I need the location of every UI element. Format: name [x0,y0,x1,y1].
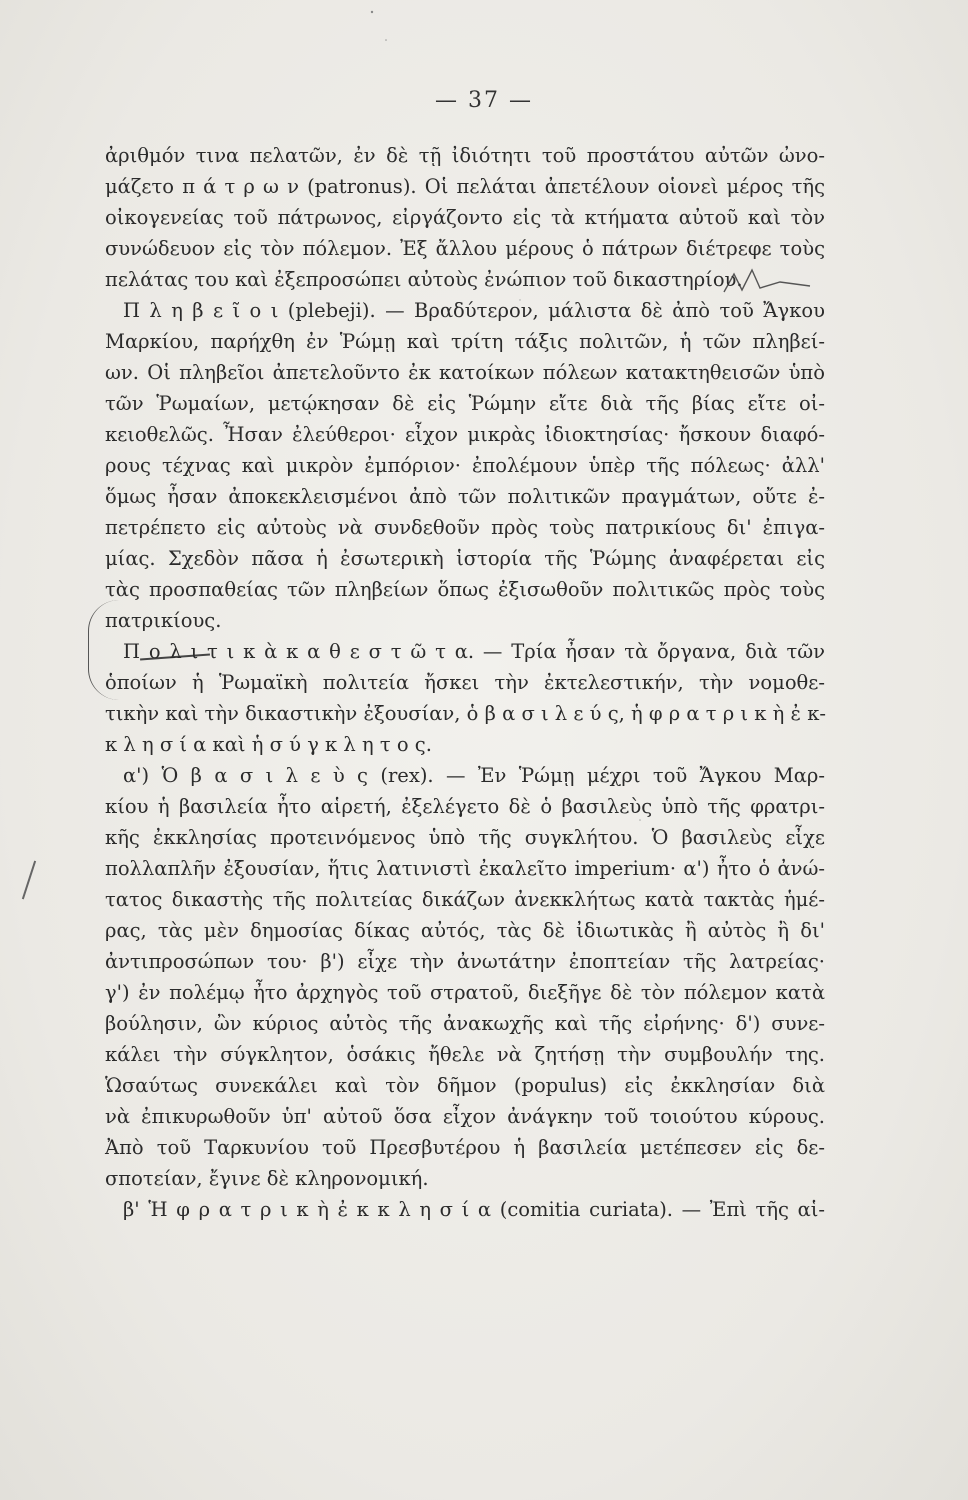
text-line: γ') ἐν πολέμῳ ἦτο ἀρχηγὸς τοῦ στρατοῦ, διεξῆγε δὲ τὸν πόλεμον κατὰ [105,981,825,1004]
text-line: κῆς ἐκκλησίας προτεινόμενος ὑπὸ τῆς συγκλήτου. Ὁ βασιλεὺς εἶχε [105,826,825,849]
text-line: κ λ η σ ί α καὶ ἡ σ ύ γ κ λ η τ ο ς. [105,733,432,756]
page-number: — 37 — [435,88,533,113]
text-line: τῶν Ῥωμαίων, μετῴκησαν δὲ εἰς Ῥώμην εἴτε διὰ τῆς βίας εἴτε οἰ- [105,392,825,415]
text-line: πετρέπετο εἰς αὐτοὺς νὰ συνδεθοῦν πρὸς τοὺς πατρικίους δι' ἐπιγα- [105,516,825,539]
text-line: τατος δικαστὴς τῆς πολιτείας δικάζων ἀνεκκλήτως κατὰ τακτὰς ἡμέ- [105,888,825,911]
text-line: ἀριθμόν τινα πελατῶν, ἐν δὲ τῇ ἰδιότητι τοῦ προστάτου αὐτῶν ὠνο- [105,144,825,167]
text-line: νὰ ἐπικυρωθοῦν ὑπ' αὐτοῦ ὅσα εἶχον ἀνάγκην τοῦ τοιούτου κύρους. [105,1105,825,1128]
text-line: Μαρκίου, παρήχθη ἐν Ῥώμῃ καὶ τρίτη τάξις πολιτῶν, ἡ τῶν πληβεί- [105,330,825,353]
text-line: ὅμως ἦσαν ἀποκεκλεισμένοι ἀπὸ τῶν πολιτικῶν πραγμάτων, οὔτε ἐ- [105,485,825,508]
text-line: πολλαπλῆν ἐξουσίαν, ἥτις λατινιστὶ ἐκαλεῖτο imperium· α') ἦτο ὁ ἀνώ- [105,857,825,880]
text-line: οἰκογενείας τοῦ πάτρωνος, εἰργάζοντο εἰς τὰ κτήματα αὐτοῦ καὶ τὸν [105,206,825,229]
text-line: συνώδευον εἰς τὸν πόλεμον. Ἐξ ἄλλου μέρους ὁ πάτρων διέτρεφε τοὺς [105,237,825,260]
body-text [105,140,825,1225]
text-line: τικὴν καὶ τὴν δικαστικὴν ἐξουσίαν, ὁ β α σ ι λ ε ύ ς, ἡ φ ρ α τ ρ ι κ ὴ ἐ κ- [105,702,826,725]
text-line: ων. Οἱ πληβεῖοι ἀπετελοῦντο ἐκ κατοίκων πόλεων κατακτηθεισῶν ὑπὸ [105,361,825,384]
text-line: μίας. Σχεδὸν πᾶσα ἡ ἐσωτερικὴ ἱστορία τῆς Ῥώμης ἀναφέρεται εἰς [105,547,825,570]
text-line: πελάτας του καὶ ἐξεπροσώπει αὐτοὺς ἐνώπιον τοῦ δικαστηρίου. [105,268,743,291]
text-line: ὁποίων ἡ Ῥωμαϊκὴ πολιτεία ἤσκει τὴν ἐκτελεστικήν, τὴν νομοθε- [105,671,825,694]
text-line: Ὡσαύτως συνεκάλει καὶ τὸν δῆμον (populus) εἰς ἐκκλησίαν διὰ [105,1074,825,1097]
section-heading-line: Π λ η β ε ῖ ο ι (plebeji). — Βραδύτερον, μάλιστα δὲ ἀπὸ τοῦ Ἄγκου [123,299,825,322]
text-line: ρους τέχνας καὶ μικρὸν ἐμπόριον· ἐπολέμουν ὑπὲρ τῆς πόλεως· ἀλλ' [105,454,825,477]
text-line: βούλησιν, ὢν κύριος αὐτὸς τῆς ἀνακωχῆς καὶ τῆς εἰρήνης· δ') συνε- [105,1012,825,1035]
text-line: σποτείαν, ἔγινε δὲ κληρονομική. [105,1167,429,1190]
section-heading-line: β' Ἡ φ ρ α τ ρ ι κ ὴ ἐ κ κ λ η σ ί α (comitia curiata). — Ἐπὶ τῆς αἱ- [123,1198,825,1221]
text-line: κειοθελῶς. Ἦσαν ἐλεύθεροι· εἶχον μικρὰς ἰδιοκτησίας· ἤσκουν διαφό- [105,423,825,446]
section-heading-line: α') Ὁ β α σ ι λ ε ὺ ς (rex). — Ἐν Ῥώμῃ μέχρι τοῦ Ἄγκου Μαρ- [123,764,825,787]
text-line: κάλει τὴν σύγκλητον, ὁσάκις ἤθελε νὰ ζητήσῃ τὴν συμβουλήν της. [105,1043,825,1066]
text-line: κίου ἡ βασιλεία ἦτο αἱρετή, ἐξελέγετο δὲ ὁ βασιλεὺς ὑπὸ τῆς φρατρι- [105,795,825,818]
text-line: μάζετο π ά τ ρ ω ν (patronus). Οἱ πελάται ἀπετέλουν οἱονεὶ μέρος τῆς [105,175,825,198]
text-line: Ἀπὸ τοῦ Ταρκυνίου τοῦ Πρεσβυτέρου ἡ βασιλεία μετέπεσεν εἰς δε- [105,1136,825,1159]
text-line: πατρικίους. [105,609,222,632]
text-line: ρας, τὰς μὲν δημοσίας δίκας αὐτός, τὰς δὲ ἰδιωτικὰς ἢ αὐτὸς ἢ δι' [105,919,825,942]
section-heading-line: Π ο λ ι τ ι κ ὰ κ α θ ε σ τ ῶ τ α. — Τρία ἦσαν τὰ ὄργανα, διὰ τῶν [123,640,825,663]
text-line: τὰς προσπαθείας τῶν πληβείων ὅπως ἐξισωθοῦν πολιτικῶς πρὸς τοὺς [105,578,825,601]
text-line: ἀντιπροσώπων του· β') εἶχε τὴν ἀνωτάτην ἐποπτείαν τῆς λατρείας· [105,950,825,973]
